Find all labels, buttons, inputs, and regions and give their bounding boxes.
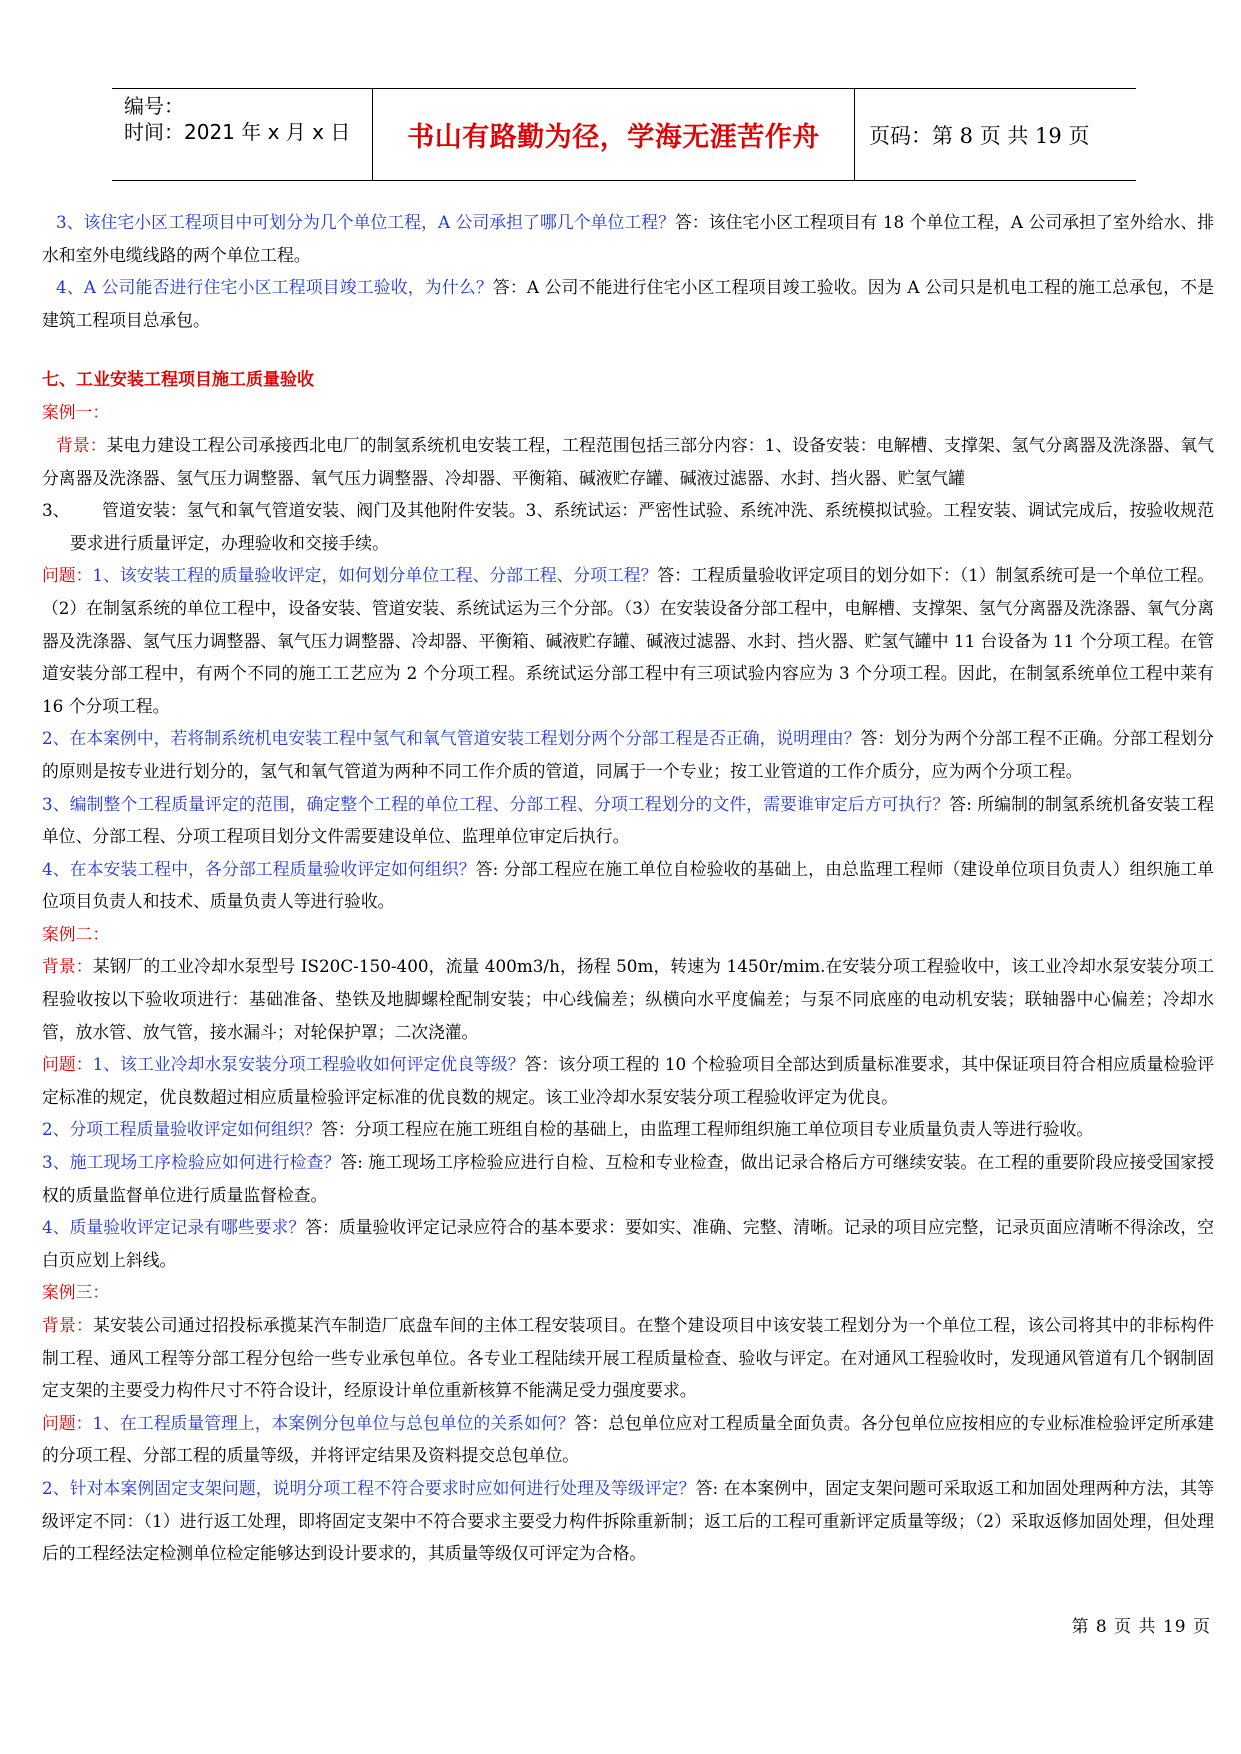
page-number-label: 页码：第 8 页 共 19 页 xyxy=(869,123,1090,148)
question-block xyxy=(42,1146,1214,1211)
answer-text: 答: 在本案例中，固定支架问题可采取返工和加固处理两种方法，其等级评定不同：（1）进行返工处理，即将固定支架中不符合要求主要受力构件拆除重新制；返工后的工程可重新评定质量等级；（2）采取返修加固处理，但处理后的工程经法定检测单位检定能够达到设计要求的，其质量等级仅可评定为合格。 xyxy=(42,1477,1214,1564)
background-label: 背景： xyxy=(42,956,93,977)
question-title: 3、编制整个工程质量评定的范围，确定整个工程的单位工程、分部工程、分项工程划分的文件，需要谁审定后方可执行？ xyxy=(42,793,950,814)
question-title: 4、A 公司能否进行住宅小区工程项目竣工验收，为什么？ xyxy=(56,277,493,298)
question-title: 4、在本安装工程中，各分部工程质量验收评定如何组织？ xyxy=(42,858,476,879)
case-background xyxy=(42,950,1214,1048)
case-background xyxy=(42,429,1214,494)
case-label: 案例三： xyxy=(42,1282,110,1303)
item-text: 管道安装：氢气和氧气管道安装、阀门及其他附件安装。3、系统试运：严密性试验、系统冲洗、系统模拟试验。工程安装、调试完成后，按验收规范要求进行质量评定，办理验收和交接手续。 xyxy=(70,500,1214,553)
answer-text: 答: 分部工程应在施工单位自检验收的基础上，由总监理工程师（建设单位项目负责人）组织施工单位项目负责人和技术、质量负责人等进行验收。 xyxy=(42,858,1214,912)
background-label: 背景： xyxy=(42,1315,93,1335)
question-title: 1、该工业冷却水泵安装分项工程验收如何评定优良等级？ xyxy=(92,1054,525,1075)
paragraph-q4 xyxy=(42,271,1214,336)
background-text: 某钢厂的工业冷却水泵型号 IS20C-150-400，流量 400m3/h，扬程 50m，转速为 1450r/mim.在安装分项工程验收中，该工业冷却水泵安装分项工程验收按以下验收项进行：基础准备、垫铁及地脚螺栓配制安装；中心线偏差；纵横向水平度偏差；与泵不同底座的电动机安装；联轴器中心偏差；冷却水管，放水管、放气管，接水漏斗；对轮保护罩；二次浇灌。 xyxy=(42,956,1214,1042)
question-title: 1、在工程质量管理上，本案例分包单位与总包单位的关系如何？ xyxy=(92,1412,575,1433)
question-block xyxy=(42,722,1214,787)
document-body xyxy=(42,206,1214,1570)
question-title: 2、分项工程质量验收评定如何组织？ xyxy=(42,1119,322,1140)
answer-text: 答：总包单位应对工程质量全面负责。各分包单位应按相应的专业标准检验评定所承建的分项工程、分部工程的质量等级，并将评定结果及资料提交总包单位。 xyxy=(42,1412,1214,1466)
question-block xyxy=(42,1211,1214,1276)
question-block xyxy=(42,1113,1214,1146)
answer-text: 答：A 公司不能进行住宅小区工程项目竣工验收。因为 A 公司只是机电工程的施工总承包，不是建筑工程项目总承包。 xyxy=(42,277,1214,330)
question-block xyxy=(42,1472,1214,1570)
question-block xyxy=(42,788,1214,853)
time-label: 时间：2021 年 x 月 x 日 xyxy=(124,120,351,144)
question-title: 1、该安装工程的质量验收评定，如何划分单位工程、分部工程、分项工程？ xyxy=(92,565,658,586)
case-label: 案例一： xyxy=(42,402,110,423)
answer-text: 答：该住宅小区工程项目有 18 个单位工程，A 公司承担了室外给水、排水和室外电缆线路的两个单位工程。 xyxy=(42,212,1214,265)
case-background xyxy=(42,1309,1214,1407)
paragraph-q3 xyxy=(42,206,1214,271)
page-footer: 第 8 页 共 19 页 xyxy=(1071,1617,1211,1637)
background-text: 某电力建设工程公司承接西北电厂的制氢系统机电安装工程，工程范围包括三部分内容：1、设备安装：电解槽、支撑架、氢气分离器及洗涤器、氧气分离器及洗涤器、氢气压力调整器、氧气压力调整器、冷却器、平衡箱、碱液贮存罐、碱液过滤器、水封、挡火器、贮氢气罐 xyxy=(42,434,1214,488)
case-label: 案例二： xyxy=(42,923,110,944)
question-title: 3、施工现场工序检验应如何进行检查？ xyxy=(42,1152,341,1173)
background-label: 背景： xyxy=(56,434,107,455)
question-label: 问题： xyxy=(42,1054,93,1075)
question-block xyxy=(42,559,1214,722)
answer-text: 答：该分项工程的 10 个检验项目全部达到质量标准要求，其中保证项目符合相应质量检验评定标准的规定，优良数超过相应质量检验评定标准的优良数的规定。该工业冷却水泵安装分项工程验收评定为优良。 xyxy=(42,1054,1214,1107)
answer-text: 答：质量验收评定记录应符合的基本要求：要如实、准确、完整、清晰。记录的项目应完整，记录页面应清晰不得涂改，空白页应划上斜线。 xyxy=(42,1217,1214,1270)
page-header xyxy=(112,88,1136,181)
background-text: 某安装公司通过招投标承揽某汽车制造厂底盘车间的主体工程安装项目。在整个建设项目中该安装工程划分为一个单位工程，该公司将其中的非标构件制工程、通风工程等分部工程分包给一些专业承包单位。各专业工程陆续开展工程质量检查、验收与评定。在对通风工程验收时，发现通风管道有几个钢制固定支架的主要受力构件尺寸不符合设计，经原设计单位重新核算不能满足受力强度要求。 xyxy=(42,1315,1214,1401)
header-info-cell xyxy=(112,89,372,180)
question-block xyxy=(42,1407,1214,1472)
answer-text: 答: 施工现场工序检验应进行自检、互检和专业检查，做出记录合格后方可继续安装。在工程的重要阶段应接受国家授权的质量监督单位进行质量监督检查。 xyxy=(42,1152,1214,1205)
question-title: 3、该住宅小区工程项目中可划分为几个单位工程，A 公司承担了哪几个单位工程？ xyxy=(56,212,675,232)
question-block xyxy=(42,853,1214,918)
question-label: 问题： xyxy=(42,565,93,586)
answer-text: 答：工程质量验收评定项目的划分如下：（1）制氢系统可是一个单位工程。（2）在制氢系统的单位工程中，设备安装、管道安装、系统试运为三个分部。（3）在安装设备分部工程中，电解槽、支撑架、氢气分离器及洗涤器、氧气分离器及洗涤器、氢气压力调整器、氧气压力调整器、冷却器、平衡箱、碱液贮存罐、碱液过滤器、水封、挡火器、贮氢气罐中 11 台设备为 11 个分项工程。在管道安装分部工程中，有两个不同的施工工艺应为 2 个分项工程。系统试运分部工程中有三项试验内容应为 3 个分项工程。因此，在制氢系统单位工程中莱有 16 个分项工程。 xyxy=(42,565,1214,716)
question-label: 问题： xyxy=(42,1412,93,1433)
question-block xyxy=(42,1048,1214,1113)
item-number: 3、 xyxy=(42,500,70,521)
section-heading: 七、工业安装工程项目施工质量验收 xyxy=(42,370,314,391)
number-label: 编号： xyxy=(124,94,184,118)
answer-text: 答: 所编制的制氢系统机备安装工程单位、分部工程、分项工程项目划分文件需要建设单位、监理单位审定后执行。 xyxy=(42,793,1214,847)
answer-text: 答：分项工程应在施工班组自检的基础上，由监理工程师组织施工单位项目专业质量负责人等进行验收。 xyxy=(321,1119,1094,1140)
answer-text: 答：划分为两个分部工程不正确。分部工程划分的原则是按专业进行划分的，氢气和氧气管道为两种不同工作介质的管道，同属于一个专业；按工业管道的工作介质分，应为两个分项工程。 xyxy=(42,728,1214,781)
question-title: 2、在本案例中，若将制系统机电安装工程中氢气和氧气管道安装工程划分两个分部工程是否正确，说明理由？ xyxy=(42,728,861,749)
question-title: 4、质量验收评定记录有哪些要求？ xyxy=(42,1217,306,1238)
question-title: 2、针对本案例固定支架问题，说明分项工程不符合要求时应如何进行处理及等级评定？ xyxy=(42,1477,696,1498)
motto: 书山有路勤为径，学海无涯苦作舟 xyxy=(372,89,855,180)
case-background-item xyxy=(42,494,1214,559)
